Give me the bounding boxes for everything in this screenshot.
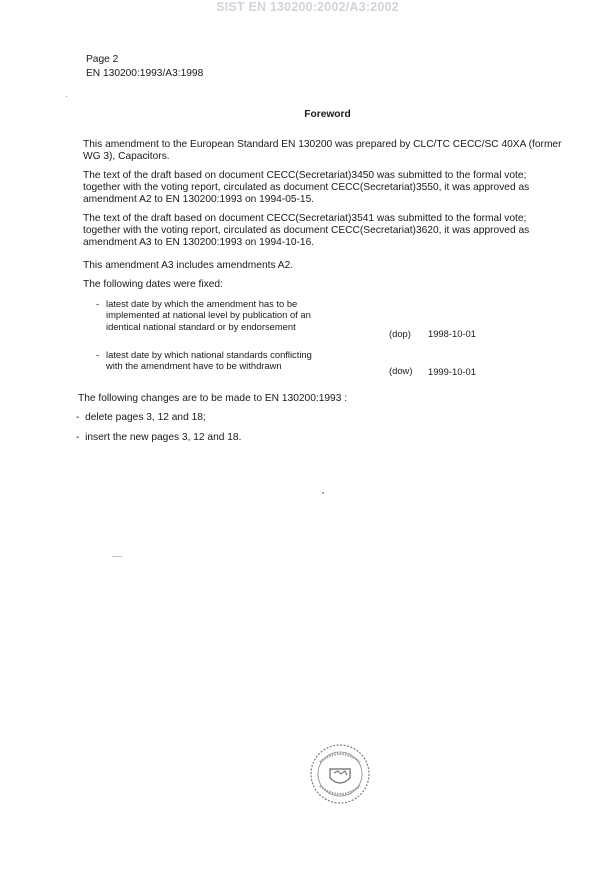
change-text: delete pages 3, 12 and 18; [85,412,206,423]
date-item-line: latest date by which national standards conflicting [106,349,312,360]
paragraph-includes: This amendment A3 includes amendments A2. [83,260,294,271]
date-item-line: latest date by which the amendment has to be [106,298,298,309]
scan-speck [111,556,123,557]
paragraph-amendment-a3: The text of the draft based on document CECC(Secretariat)3541 was submitted to the formal vote; together with the voting report, circulated as document CECC(Secretariat)3620, it was approved as amendment A3 to EN 130200:1993 on 1994-10-16. [83,213,530,248]
watermark: SIST EN 130200:2002/A3:2002 [216,0,399,14]
page-number: Page 2 [86,54,119,65]
list-dash: - [96,349,100,360]
paragraph-dates-intro: The following dates were fixed: [83,279,223,290]
change-text: insert the new pages 3, 12 and 18. [85,432,242,443]
document-id: EN 130200:1993/A3:1998 [86,67,204,79]
list-dash: - [76,412,80,423]
date-item-line: identical national standard or by endorsement [106,320,296,332]
dop-date: 1998-10-01 [428,328,476,339]
change-item-delete [76,412,206,423]
section-title: Foreword [304,109,351,120]
changes-intro: The following changes are to be made to EN 130200:1993 : [78,393,348,404]
official-stamp-icon [308,742,372,806]
list-dash: - [76,432,80,443]
dow-date: 1999-10-01 [428,366,476,377]
paragraph-amendment-a2: The text of the draft based on document CECC(Secretariat)3450 was submitted to the formal vote; together with the voting report, circulated as document CECC(Secretariat)3550, it was approved as amendment A2 to EN 130200:1993 on 1994-05-15. [83,170,530,205]
list-dash: - [96,298,100,309]
dow-label: (dow) [389,365,413,376]
date-item-line: implemented at national level by publication of an [106,309,311,321]
scan-speck [322,492,324,494]
change-item-insert [76,432,241,443]
date-item-line: with the amendment have to be withdrawn [106,360,282,372]
dop-label: (dop) [389,328,411,339]
paragraph-prepared-by: This amendment to the European Standard EN 130200 was prepared by CLC/TC CECC/SC 40XA (former WG 3), Capacitors. [83,139,562,162]
scan-speck [66,96,67,97]
page-header [86,53,203,80]
